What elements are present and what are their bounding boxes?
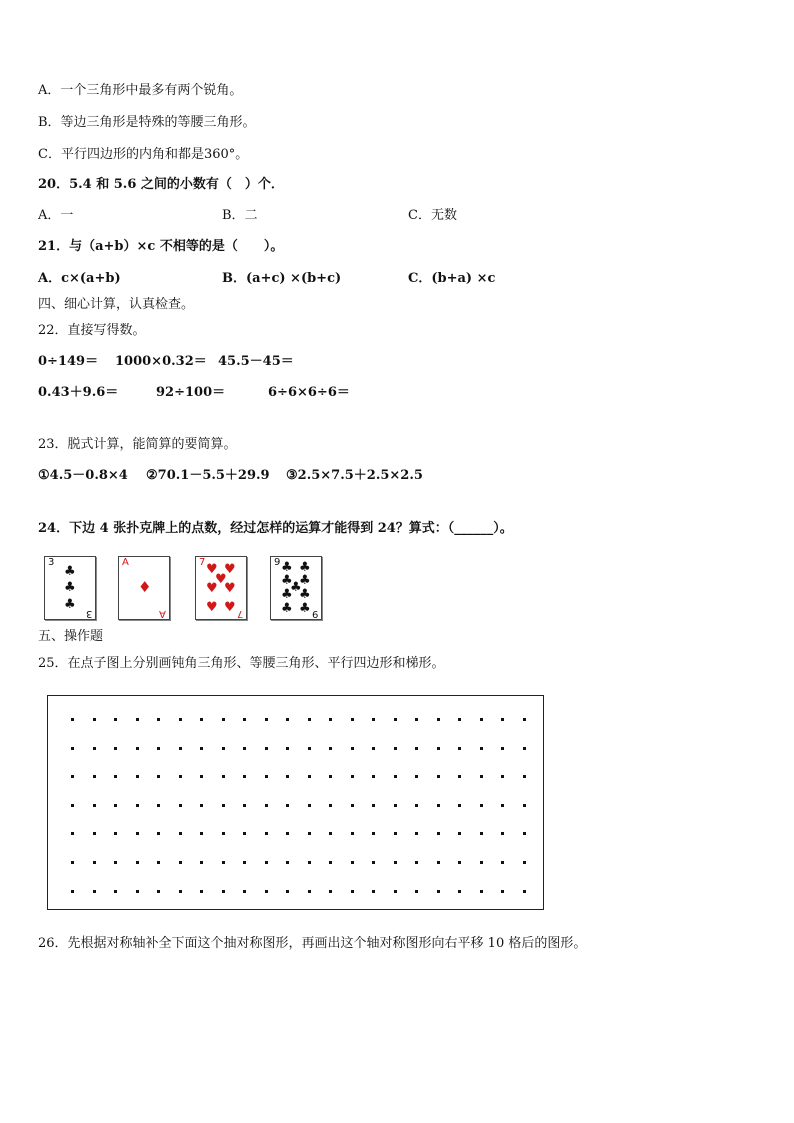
grid-dot <box>480 832 483 835</box>
grid-dot <box>200 747 203 750</box>
grid-dot <box>200 832 203 835</box>
grid-dot <box>308 890 311 893</box>
grid-dot <box>286 804 289 807</box>
grid-dot <box>458 775 461 778</box>
card-rank: 3 <box>48 557 55 568</box>
grid-dot <box>394 861 397 864</box>
grid-dot <box>458 890 461 893</box>
question-22: 22．直接写得数。 <box>38 323 146 338</box>
q21-option-c: C．(b+a) ×c <box>408 271 496 286</box>
grid-dot <box>243 718 246 721</box>
grid-dot <box>523 718 526 721</box>
grid-dot <box>114 804 117 807</box>
grid-dot <box>243 775 246 778</box>
grid-dot <box>351 804 354 807</box>
grid-dot <box>372 804 375 807</box>
expression-item: ①4.5－0.8×4 <box>38 468 128 483</box>
club-pip: ♣ <box>64 580 76 595</box>
grid-dot <box>372 718 375 721</box>
grid-dot <box>351 775 354 778</box>
club-pip: ♣ <box>281 560 293 575</box>
grid-dot <box>157 832 160 835</box>
grid-dot <box>222 775 225 778</box>
question-25: 25．在点子图上分别画钝角三角形、等腰三角形、平行四边形和梯形。 <box>38 656 445 671</box>
grid-dot <box>136 775 139 778</box>
club-pip: ♣ <box>64 597 76 612</box>
option-c-parallelogram: C．平行四边形的内角和都是360°。 <box>38 147 249 162</box>
grid-dot <box>308 861 311 864</box>
diamond-pip: ♦ <box>138 578 152 596</box>
grid-dot <box>480 747 483 750</box>
grid-dot <box>415 747 418 750</box>
grid-dot <box>415 775 418 778</box>
grid-dot <box>394 832 397 835</box>
grid-dot <box>501 718 504 721</box>
grid-dot <box>157 775 160 778</box>
heart-pip: ♥ <box>206 562 218 577</box>
card-rank: 7 <box>199 557 206 568</box>
grid-dot <box>265 861 268 864</box>
grid-dot <box>93 861 96 864</box>
grid-dot <box>286 718 289 721</box>
grid-dot <box>136 804 139 807</box>
grid-dot <box>329 718 332 721</box>
question-21: 21．与（a+b）×c 不相等的是（ ）。 <box>38 239 284 254</box>
q20-option-a: A．一 <box>38 208 74 223</box>
grid-dot <box>136 890 139 893</box>
grid-dot <box>200 775 203 778</box>
grid-dot <box>501 804 504 807</box>
grid-dot <box>523 832 526 835</box>
grid-dot <box>458 804 461 807</box>
calc-item: 92÷100＝ <box>156 385 226 400</box>
grid-dot <box>351 861 354 864</box>
q20-option-b: B．二 <box>222 208 258 223</box>
question-20: 20．5.4 和 5.6 之间的小数有（ ）个． <box>38 177 284 192</box>
grid-dot <box>114 832 117 835</box>
grid-dot <box>394 804 397 807</box>
dot-grid[interactable] <box>47 695 544 910</box>
grid-dot <box>458 718 461 721</box>
grid-dot <box>437 804 440 807</box>
playing-card-9-clubs <box>270 556 322 620</box>
card-rank-bottom: 7 <box>236 608 243 619</box>
question-26: 26．先根据对称轴补全下面这个抽对称图形，再画出这个轴对称图形向右平移 10 格后的图形。 <box>38 936 587 951</box>
grid-dot <box>480 890 483 893</box>
heart-pip: ♥ <box>215 572 227 587</box>
card-rank-bottom: 3 <box>85 608 92 619</box>
grid-dot <box>458 832 461 835</box>
grid-dot <box>480 775 483 778</box>
grid-dot <box>222 832 225 835</box>
club-pip: ♣ <box>299 587 311 602</box>
grid-dot <box>286 747 289 750</box>
q21-option-a: A．c×(a+b) <box>38 271 121 286</box>
grid-dot <box>458 861 461 864</box>
grid-dot <box>200 890 203 893</box>
heart-pip: ♥ <box>224 562 236 577</box>
grid-dot <box>222 890 225 893</box>
grid-dot <box>351 890 354 893</box>
grid-dot <box>114 775 117 778</box>
grid-dot <box>222 718 225 721</box>
grid-dot <box>71 804 74 807</box>
club-pip: ♣ <box>299 601 311 616</box>
question-24: 24．下边 4 张扑克牌上的点数，经过怎样的运算才能得到 24？算式：（______）。 <box>38 521 513 536</box>
calc-item: 45.5－45＝ <box>218 354 294 369</box>
grid-dot <box>179 804 182 807</box>
grid-dot <box>114 861 117 864</box>
grid-dot <box>329 747 332 750</box>
grid-dot <box>179 890 182 893</box>
grid-dot <box>93 747 96 750</box>
grid-dot <box>243 747 246 750</box>
card-rank-bottom: A <box>159 608 166 619</box>
grid-dot <box>501 861 504 864</box>
grid-dot <box>415 718 418 721</box>
grid-dot <box>179 718 182 721</box>
heart-pip: ♥ <box>224 600 236 615</box>
grid-dot <box>243 804 246 807</box>
grid-dot <box>265 747 268 750</box>
grid-dot <box>308 832 311 835</box>
grid-dot <box>437 747 440 750</box>
playing-card-7-hearts <box>195 556 247 620</box>
section-5-heading: 五、操作题 <box>38 629 104 644</box>
grid-dot <box>179 775 182 778</box>
grid-dot <box>501 832 504 835</box>
expression-item: ③2.5×7.5＋2.5×2.5 <box>286 468 423 483</box>
q20-option-c: C．无数 <box>408 208 457 223</box>
grid-dot <box>437 775 440 778</box>
grid-dot <box>136 718 139 721</box>
grid-dot <box>523 890 526 893</box>
calc-item: 0÷149＝ <box>38 354 99 369</box>
grid-dot <box>523 747 526 750</box>
grid-dot <box>286 861 289 864</box>
card-rank-bottom: 9 <box>311 608 318 619</box>
grid-dot <box>200 718 203 721</box>
grid-dot <box>394 890 397 893</box>
grid-dot <box>157 747 160 750</box>
grid-dot <box>157 804 160 807</box>
grid-dot <box>351 747 354 750</box>
heart-pip: ♥ <box>224 581 236 596</box>
grid-dot <box>114 747 117 750</box>
playing-card-3-clubs <box>44 556 96 620</box>
grid-dot <box>437 861 440 864</box>
club-pip: ♣ <box>281 587 293 602</box>
club-pip: ♣ <box>299 573 311 588</box>
grid-dot <box>286 775 289 778</box>
grid-dot <box>243 832 246 835</box>
grid-dot <box>157 861 160 864</box>
question-23: 23．脱式计算，能简算的要简算。 <box>38 437 237 452</box>
grid-dot <box>243 861 246 864</box>
grid-dot <box>114 890 117 893</box>
grid-dot <box>114 718 117 721</box>
grid-dot <box>93 804 96 807</box>
grid-dot <box>93 775 96 778</box>
grid-dot <box>265 832 268 835</box>
club-pip: ♣ <box>64 564 76 579</box>
grid-dot <box>415 890 418 893</box>
heart-pip: ♥ <box>206 581 218 596</box>
grid-dot <box>501 775 504 778</box>
card-rank: 9 <box>274 557 281 568</box>
grid-dot <box>480 718 483 721</box>
calc-item: 1000×0.32＝ <box>115 354 207 369</box>
grid-dot <box>523 861 526 864</box>
grid-dot <box>286 890 289 893</box>
grid-dot <box>415 804 418 807</box>
grid-dot <box>458 747 461 750</box>
grid-dot <box>93 890 96 893</box>
grid-dot <box>71 747 74 750</box>
grid-dot <box>243 890 246 893</box>
playing-card-ace-diamonds <box>118 556 170 620</box>
grid-dot <box>437 718 440 721</box>
grid-dot <box>372 775 375 778</box>
grid-dot <box>415 832 418 835</box>
grid-dot <box>394 718 397 721</box>
grid-dot <box>351 718 354 721</box>
grid-dot <box>71 890 74 893</box>
grid-dot <box>179 832 182 835</box>
grid-dot <box>329 890 332 893</box>
club-pip: ♣ <box>299 560 311 575</box>
q21-option-b: B．(a+c) ×(b+c) <box>222 271 342 286</box>
grid-dot <box>93 718 96 721</box>
club-pip: ♣ <box>281 573 293 588</box>
grid-dot <box>437 890 440 893</box>
grid-dot <box>329 861 332 864</box>
grid-dot <box>286 832 289 835</box>
grid-dot <box>523 775 526 778</box>
grid-dot <box>71 718 74 721</box>
card-rank: A <box>122 557 129 568</box>
grid-dot <box>179 861 182 864</box>
grid-dot <box>437 832 440 835</box>
grid-dot <box>157 890 160 893</box>
grid-dot <box>93 832 96 835</box>
grid-dot <box>501 747 504 750</box>
grid-dot <box>222 861 225 864</box>
grid-dot <box>71 775 74 778</box>
grid-dot <box>71 832 74 835</box>
grid-dot <box>372 832 375 835</box>
grid-dot <box>265 775 268 778</box>
option-a-triangle: A．一个三角形中最多有两个锐角。 <box>38 83 243 98</box>
calc-item: 6÷6×6÷6＝ <box>268 385 350 400</box>
grid-dot <box>265 804 268 807</box>
grid-dot <box>329 804 332 807</box>
grid-dot <box>523 804 526 807</box>
grid-dot <box>372 747 375 750</box>
grid-dot <box>200 861 203 864</box>
grid-dot <box>329 775 332 778</box>
grid-dot <box>308 747 311 750</box>
section-4-heading: 四、细心计算，认真检查。 <box>38 297 195 312</box>
grid-dot <box>308 804 311 807</box>
grid-dot <box>415 861 418 864</box>
grid-dot <box>329 832 332 835</box>
grid-dot <box>308 775 311 778</box>
grid-dot <box>351 832 354 835</box>
grid-dot <box>136 747 139 750</box>
grid-dot <box>265 718 268 721</box>
calc-item: 0.43＋9.6＝ <box>38 385 119 400</box>
grid-dot <box>71 861 74 864</box>
grid-dot <box>394 775 397 778</box>
club-pip: ♣ <box>290 580 302 595</box>
grid-dot <box>265 890 268 893</box>
expression-item: ②70.1－5.5＋29.9 <box>146 468 270 483</box>
grid-dot <box>372 890 375 893</box>
grid-dot <box>136 832 139 835</box>
grid-dot <box>308 718 311 721</box>
grid-dot <box>394 747 397 750</box>
grid-dot <box>136 861 139 864</box>
grid-dot <box>200 804 203 807</box>
grid-dot <box>179 747 182 750</box>
grid-dot <box>480 861 483 864</box>
grid-dot <box>501 890 504 893</box>
grid-dot <box>372 861 375 864</box>
grid-dot <box>157 718 160 721</box>
grid-dot <box>480 804 483 807</box>
option-b-equilateral: B．等边三角形是特殊的等腰三角形。 <box>38 115 256 130</box>
club-pip: ♣ <box>281 601 293 616</box>
grid-dot <box>222 804 225 807</box>
grid-dot <box>222 747 225 750</box>
heart-pip: ♥ <box>206 600 218 615</box>
